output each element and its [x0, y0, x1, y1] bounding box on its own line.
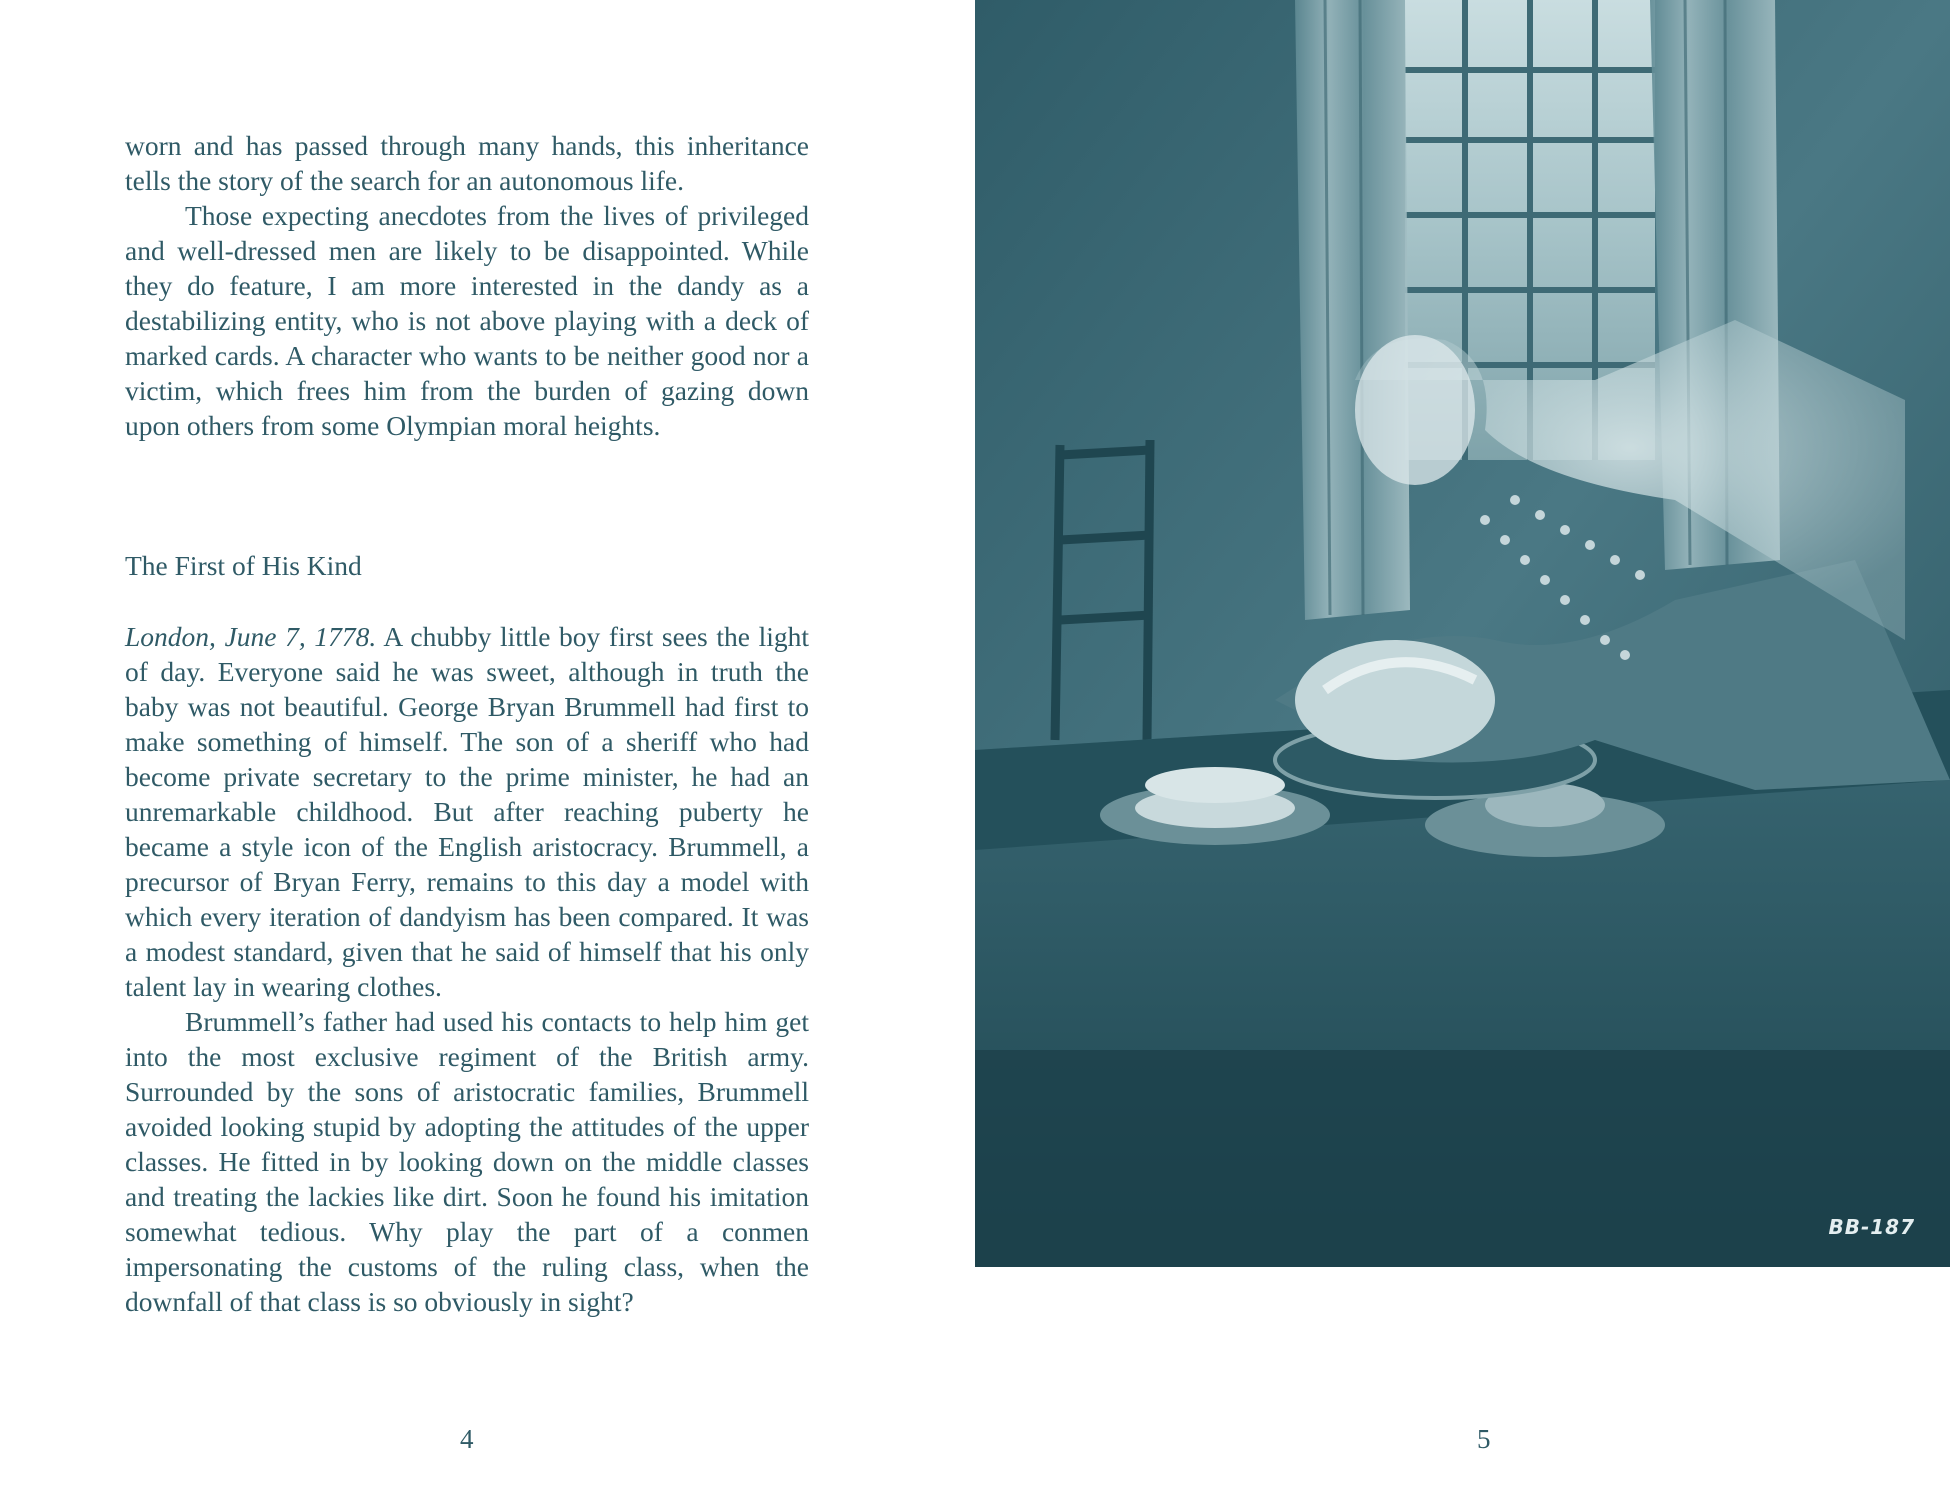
- dateline: London, June 7, 1778.: [125, 621, 377, 652]
- section-heading: The First of His Kind: [125, 550, 362, 581]
- paragraph: worn and has passed through many hands, this inheritance tells the story of the search for an autonomous life.: [125, 130, 809, 196]
- text-block-bottom: [125, 619, 809, 1319]
- photo-illustration: [975, 0, 1950, 1267]
- paragraph: [125, 619, 809, 1004]
- film-still-photograph: [975, 0, 1950, 1267]
- photo-reference-mark: BB-187: [1828, 1215, 1915, 1239]
- page-number-left: 4: [460, 1424, 474, 1454]
- paragraph: Brummell’s father had used his contacts to help him get into the most exclusive regiment of the British army. Surrounded by the sons of aristocratic families, Brummell avoided looking stupid by adopting the attitudes of the upper classes. He fitted in by looking down on the middle classes and treating the lackies like dirt. Soon he found his imitation somewhat tedious. Why play the part of a conmen impersonating the customs of the ruling class, when the downfall of that class is so obviously in sight?: [125, 1006, 809, 1317]
- paragraph-body: A chubby little boy first sees the light of day. Everyone said he was sweet, although in truth the baby was not beautiful. George Bryan Brummell had first to make something of himself. The son of a sheriff who had become private secretary to the prime minister, he had an unremarkable childhood. But after reaching puberty he became a style icon of the English aristocracy. Brummell, a precursor of Bryan Ferry, remains to this day a model with which every iteration of dandyism has been compared. It was a modest standard, given that he said of himself that his only talent lay in wearing clothes.: [125, 621, 809, 1002]
- page-number-right: 5: [1477, 1424, 1491, 1454]
- paragraph: Those expecting anecdotes from the lives of privileged and well-dressed men are likely to be disappointed. While they do feature, I am more interested in the dandy as a destabilizing entity, who is not above playing with a deck of marked cards. A character who wants to be neither good nor a victim, which frees him from the burden of gazing down upon others from some Olympian moral heights.: [125, 200, 809, 441]
- text-block-top: [125, 128, 809, 443]
